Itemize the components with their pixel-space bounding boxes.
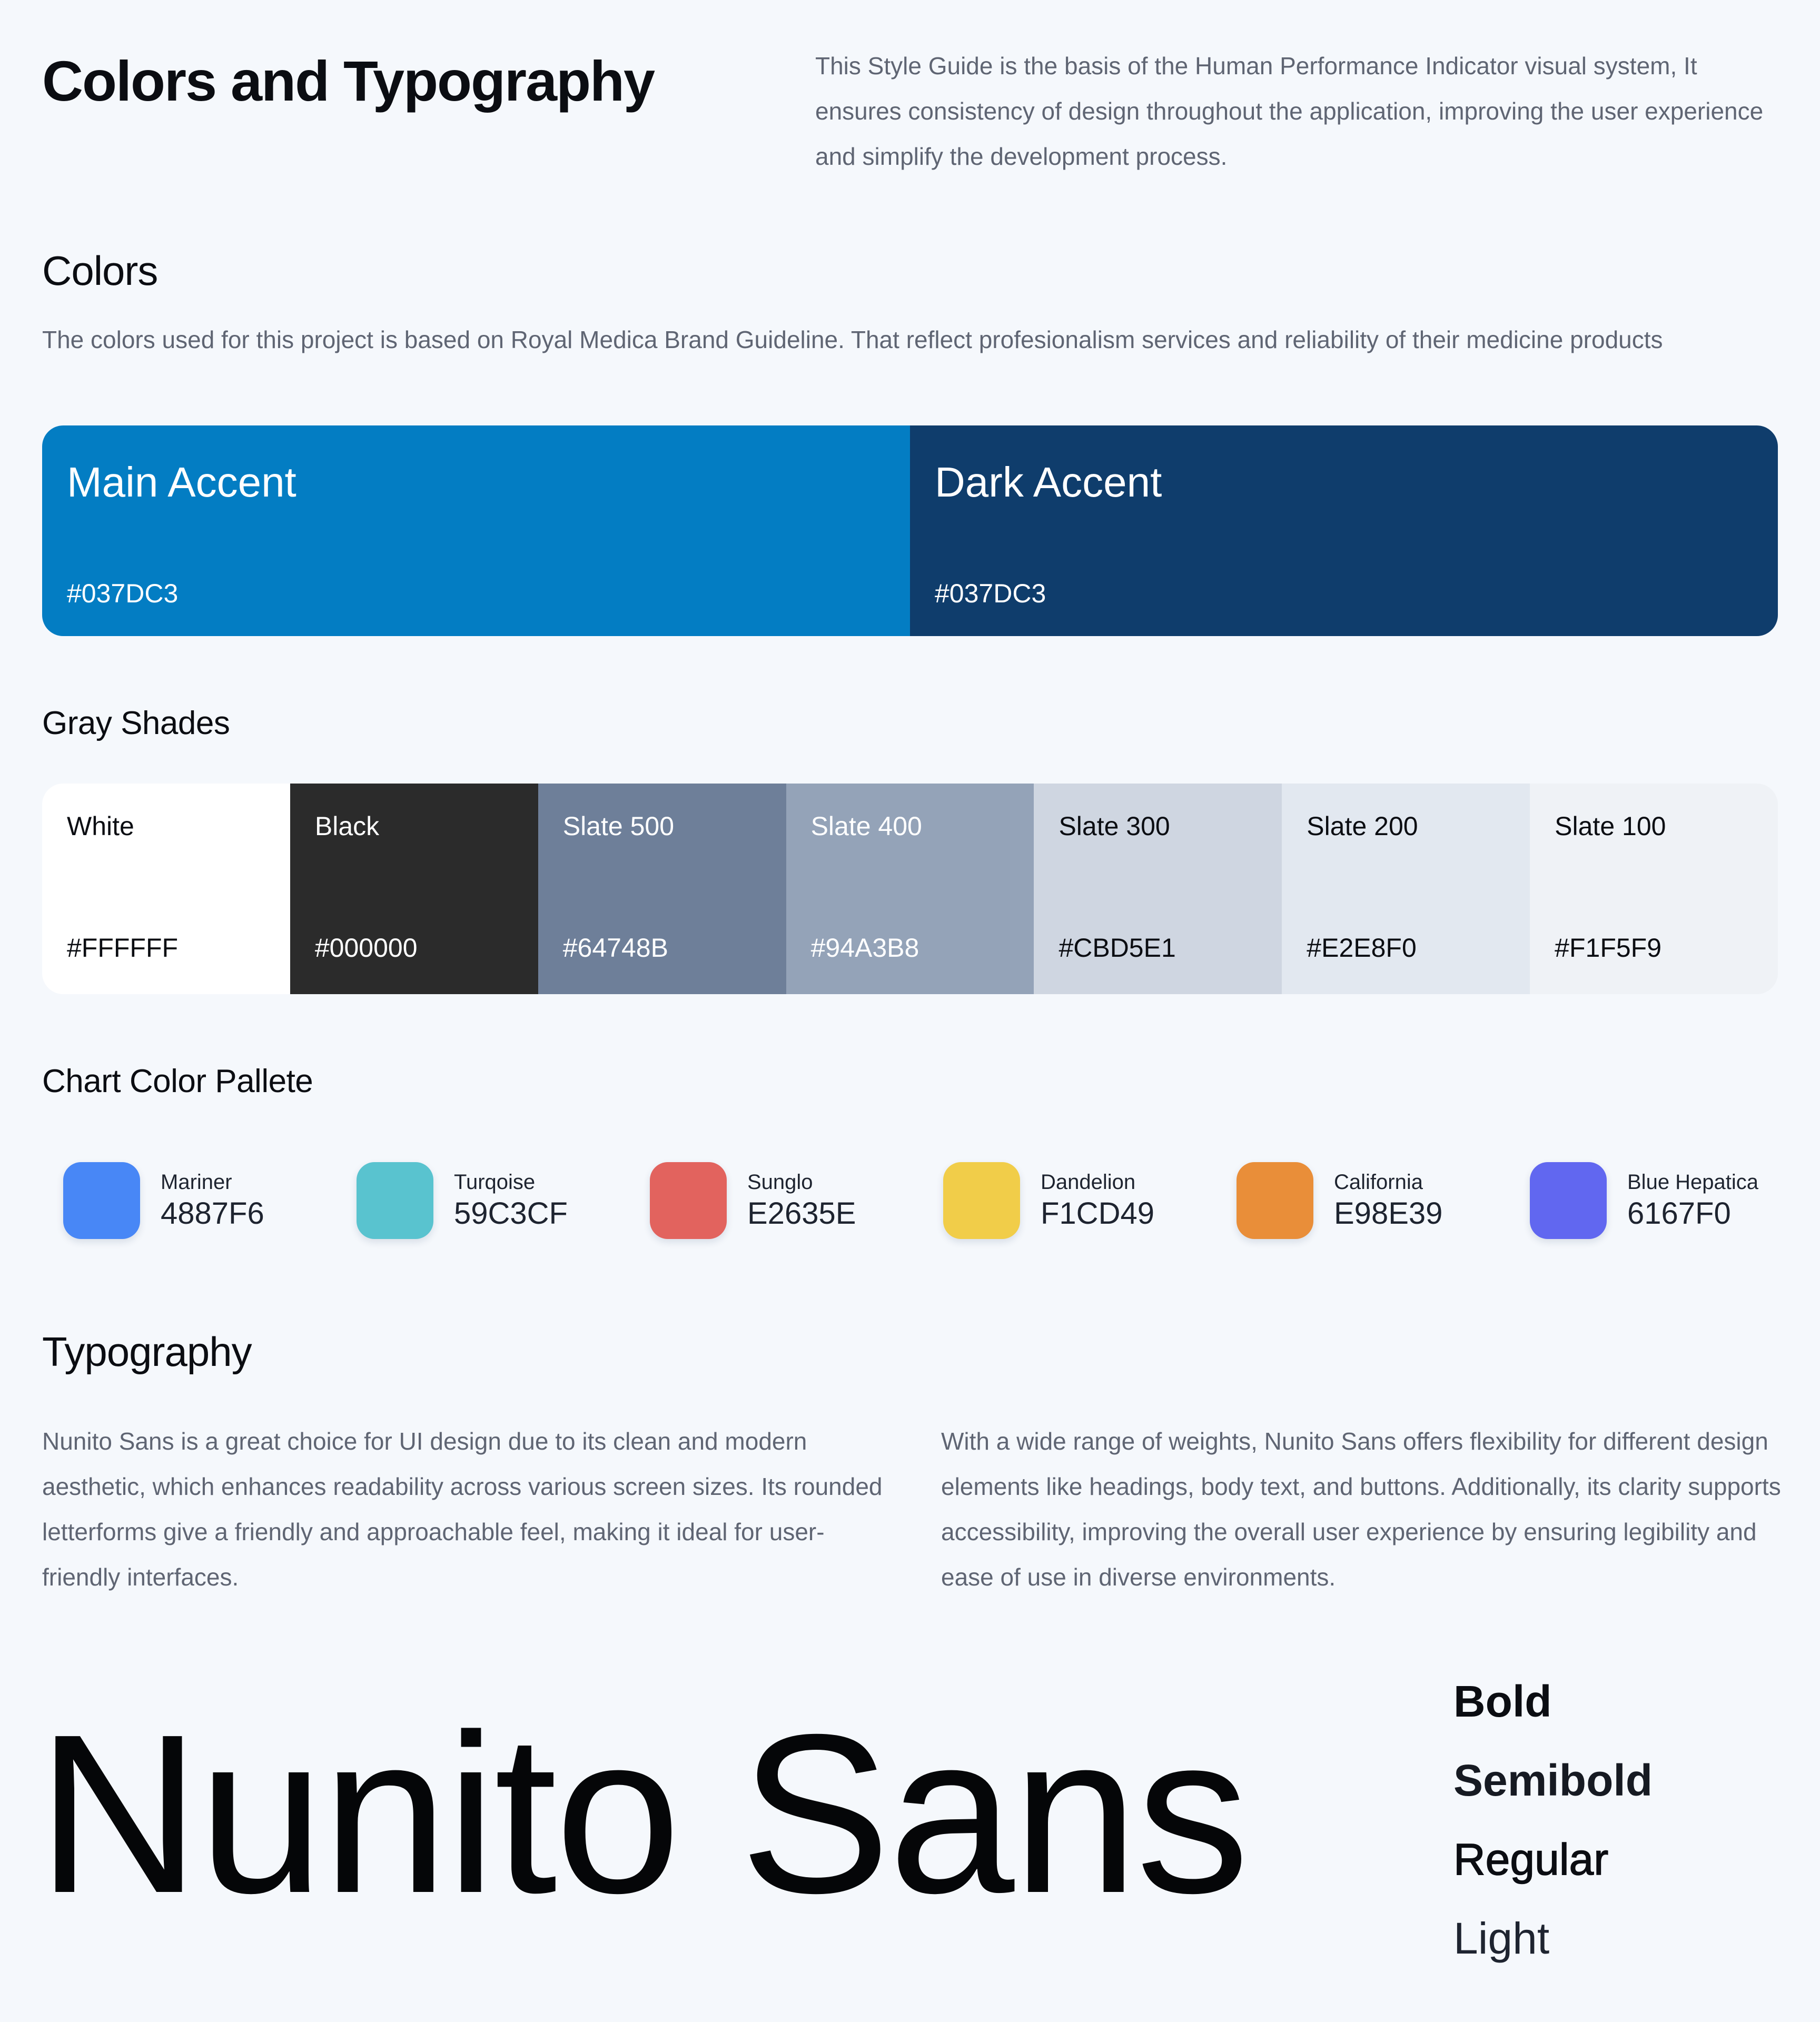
shade-name: White [67,811,134,841]
accent-name: Dark Accent [935,459,1162,506]
shade-hex: #FFFFFF [67,933,179,963]
gray-shades [42,784,1778,994]
swatch-name: Sunglo [747,1171,813,1194]
colors-description: The colors used for this project is based on Royal Medica Brand Guideline. That reflect profesionalism services and reliability of their medicine products [42,326,1663,353]
typography-heading: Typography [42,1329,252,1375]
intro-text: This Style Guide is the basis of the Human Performance Indicator visual system, It ensures consistency of design throughout the application, improving the user experience and simplify the development process. [815,52,1764,170]
typography-paragraph-left: Nunito Sans is a great choice for UI design due to its clean and modern aesthetic, which enhances readability across various screen sizes. Its rounded letterforms give a friendly and approachable feel, making it ideal for user-friendly interfaces. [42,1428,883,1591]
shade-name: Slate 400 [810,811,922,841]
swatch-hex: 59C3CF [454,1196,568,1231]
shade-hex: #94A3B8 [810,933,919,963]
dark-accent-card [910,425,1778,636]
shade-slate-500 [538,784,786,994]
swatch-name: Mariner [161,1171,232,1194]
gray-shades-heading: Gray Shades [42,705,230,741]
swatch-hex: E98E39 [1334,1196,1443,1231]
swatch-turqoise [357,1162,433,1239]
shade-hex: #000000 [314,933,418,963]
swatch-sunglo [650,1162,727,1239]
weight-light: Light [1453,1914,1550,1963]
swatch-name: Blue Hepatica [1627,1171,1759,1194]
shade-slate-100 [1530,784,1778,994]
shade-slate-300 [1034,784,1282,994]
swatch-hex: E2635E [747,1196,856,1231]
accent-hex: #037DC3 [935,579,1046,608]
shade-black [290,784,538,994]
font-specimen: Nunito Sans [37,1688,1248,1940]
shade-hex: #64748B [562,933,668,963]
weight-regular: Regular [1453,1835,1609,1884]
shade-white [42,784,290,994]
swatch-name: California [1334,1171,1423,1194]
swatch-dandelion [943,1162,1020,1239]
chart-palette-heading: Chart Color Pallete [42,1063,313,1099]
shade-slate-400 [786,784,1034,994]
shade-hex: #E2E8F0 [1307,933,1417,963]
swatch-blue-hepatica [1530,1162,1607,1239]
shade-name: Slate 300 [1059,811,1170,841]
weight-bold: Bold [1453,1677,1552,1726]
shade-name: Slate 200 [1307,811,1418,841]
swatch-name: Turqoise [454,1171,536,1194]
weight-semibold: Semibold [1453,1756,1653,1805]
swatch-name: Dandelion [1041,1171,1136,1194]
swatch-hex: F1CD49 [1041,1196,1154,1231]
shade-hex: #F1F5F9 [1555,933,1662,963]
typography-paragraph-right: With a wide range of weights, Nunito Sans offers flexibility for different design elements like headings, body text, and buttons. Additionally, its clarity supports accessibility, improving the overall user experience by ensuring legibility and ease of use in diverse environments. [941,1428,1781,1591]
shade-hex: #CBD5E1 [1059,933,1176,963]
accent-name: Main Accent [67,459,296,506]
shade-name: Black [314,811,380,841]
main-accent-card [42,425,910,636]
swatch-mariner [63,1162,140,1239]
page-title: Colors and Typography [42,49,655,113]
accent-hex: #037DC3 [67,579,179,608]
swatch-hex: 4887F6 [161,1196,264,1231]
swatch-hex: 6167F0 [1627,1196,1731,1231]
shade-name: Slate 500 [562,811,674,841]
shade-name: Slate 100 [1555,811,1666,841]
colors-heading: Colors [42,247,158,294]
shade-slate-200 [1282,784,1530,994]
swatch-california [1237,1162,1313,1239]
accent-colors [42,425,1778,636]
